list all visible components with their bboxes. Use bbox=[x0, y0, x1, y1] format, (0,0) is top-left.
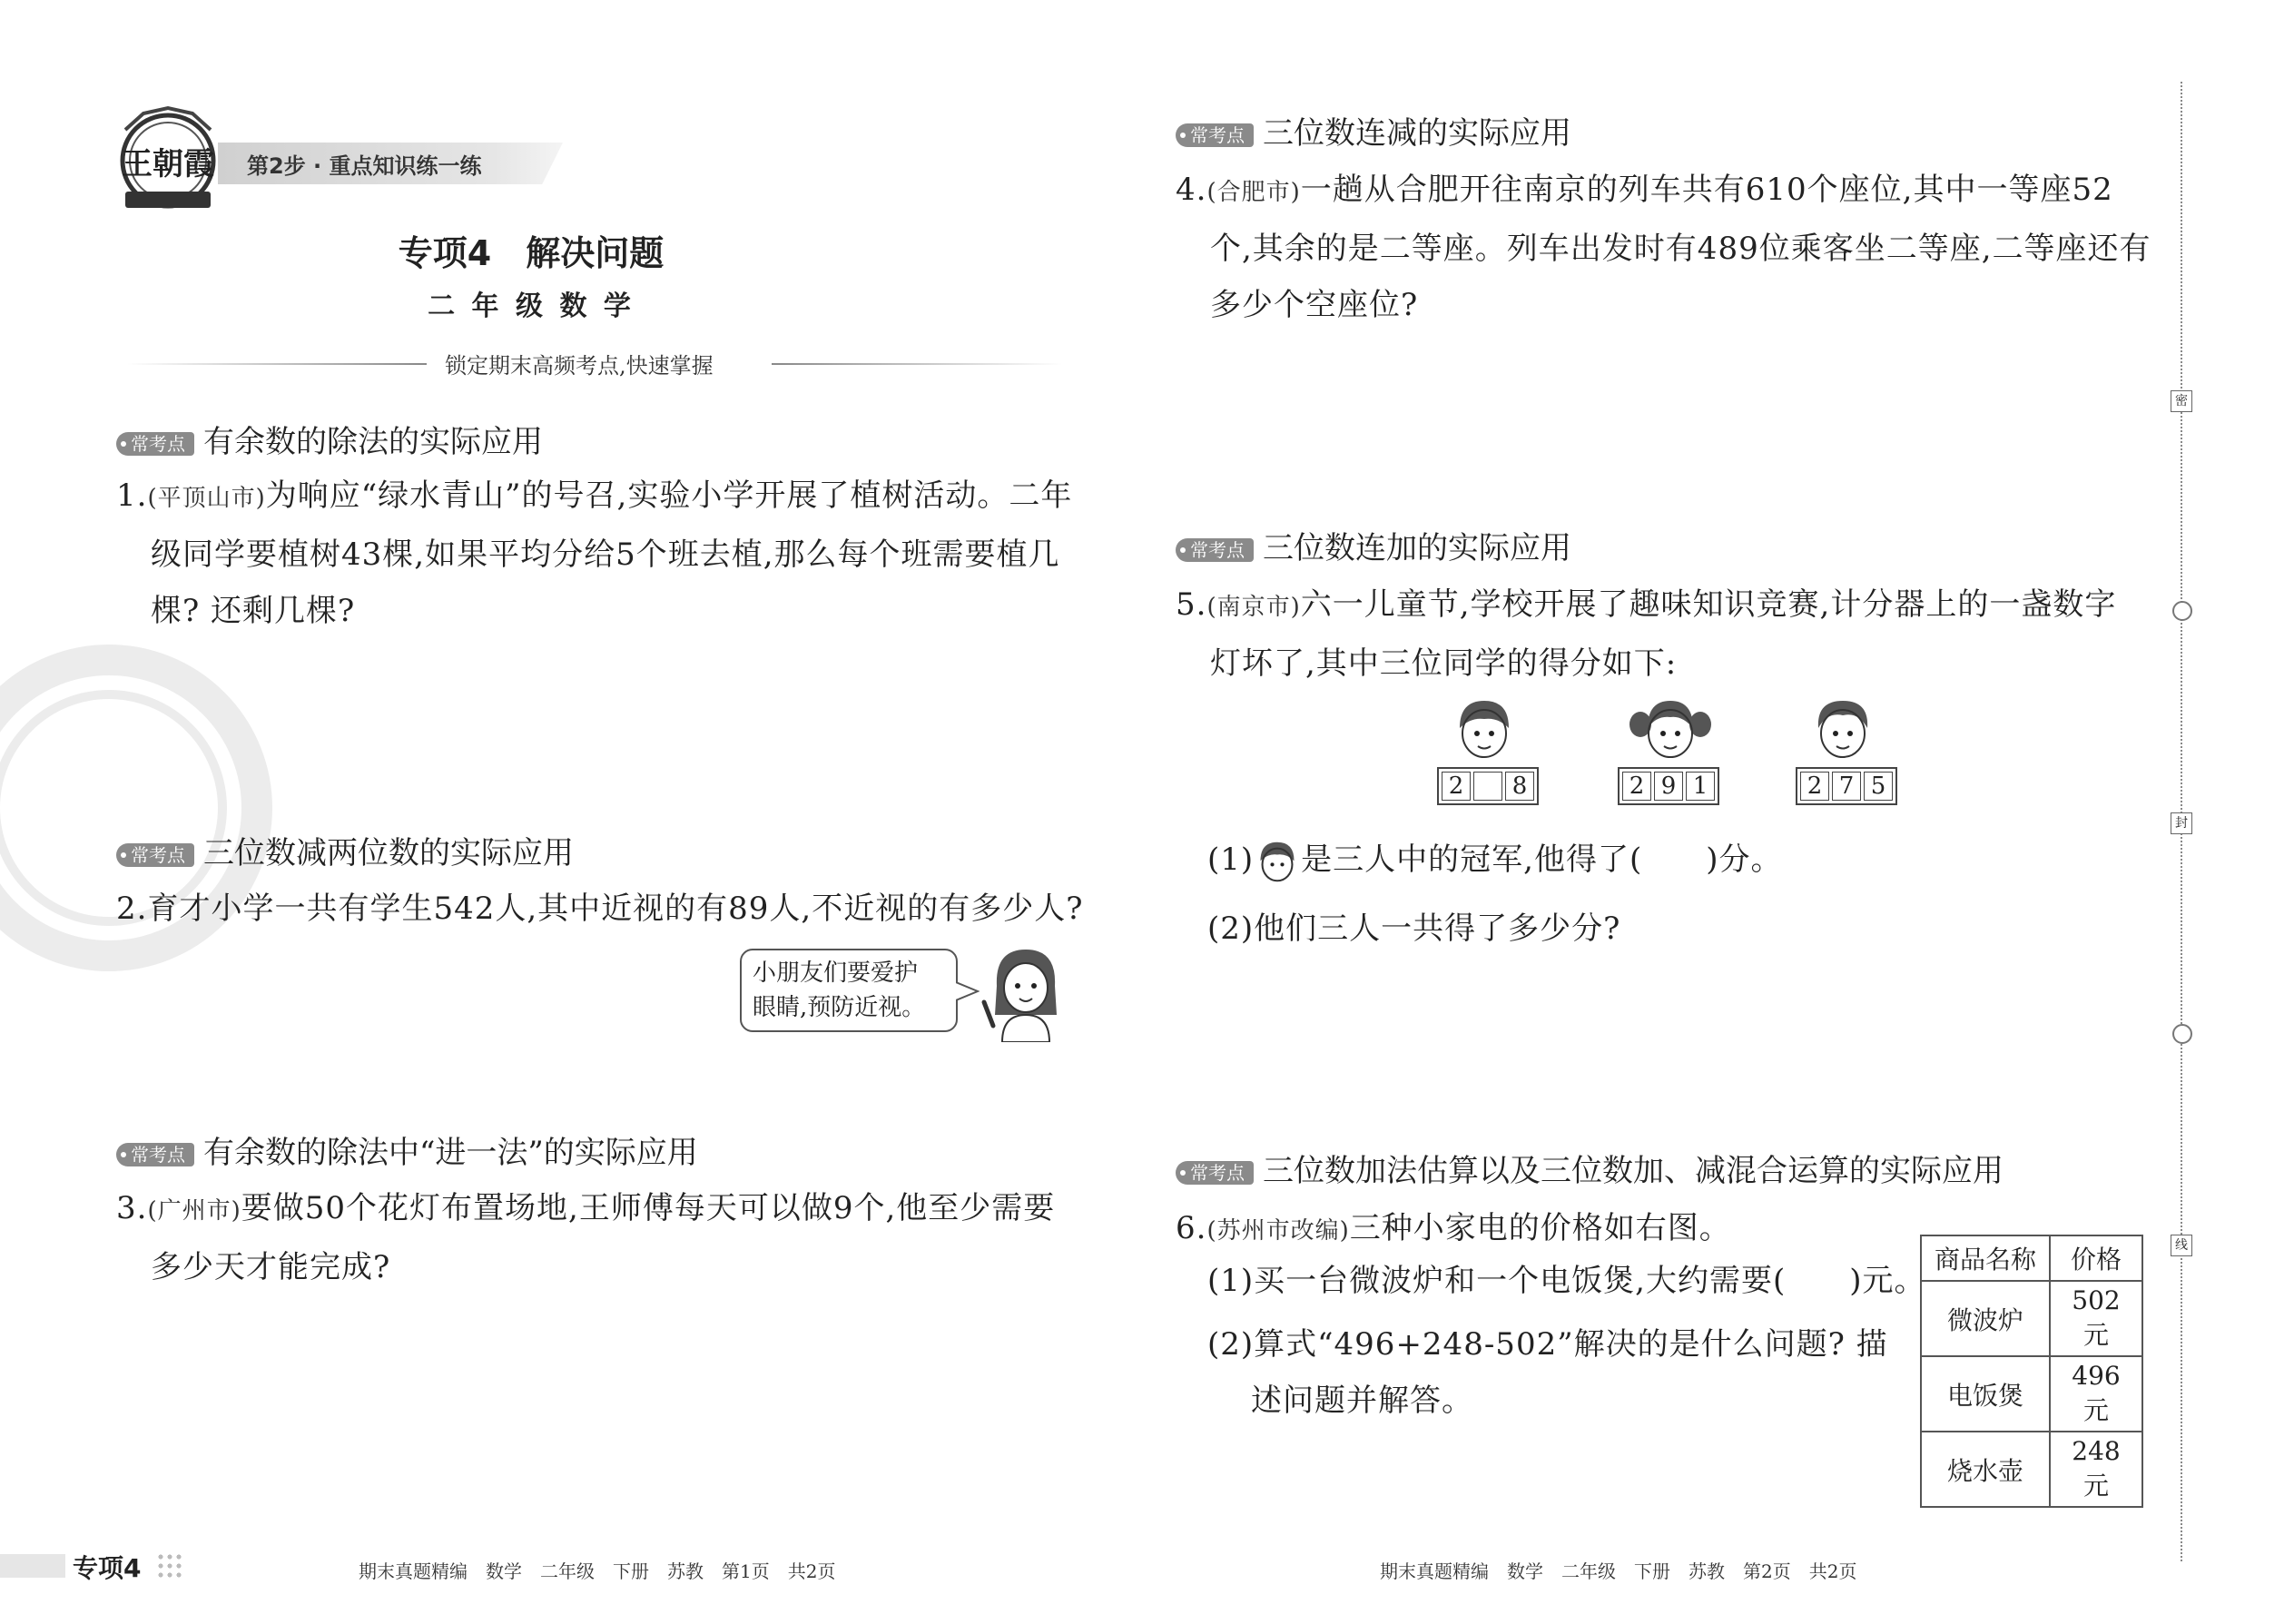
boy-1-face-small-icon bbox=[1254, 840, 1301, 883]
table-row bbox=[1921, 1432, 2142, 1507]
table-cell: 496元 bbox=[2050, 1356, 2142, 1432]
table-cell: 烧水壶 bbox=[1921, 1432, 2050, 1507]
question-4: 4.(合肥市)一趟从合肥开往南京的列车共有610个座位,其中一等座52 个,其余的是二等座。列车出发时有489位乘客坐二等座,二等座还有 多少个空座位? bbox=[1176, 172, 2151, 323]
question-1: 1.(平顶山市)为响应“绿水青山”的号召,实验小学开展了植树活动。二年 级同学要植树43棵,如果平均分给5个班去植,那么每个班需要植几 棵? 还剩几棵? bbox=[116, 477, 1073, 629]
price-table bbox=[1920, 1235, 2143, 1508]
score-display-3 bbox=[1796, 767, 1897, 805]
page-subtitle: 二 年 级 数 学 bbox=[428, 290, 635, 322]
tagline: 锁定期末高频考点,快速掌握 bbox=[445, 353, 714, 379]
score-digit: 5 bbox=[1864, 772, 1893, 801]
table-cell: 微波炉 bbox=[1921, 1281, 2050, 1356]
speech-bubble: 小朋友们要爱护 眼睛,预防近视。 bbox=[740, 949, 958, 1032]
key-point-tag: 常考点 bbox=[1176, 123, 1254, 147]
score-digit: 1 bbox=[1686, 772, 1715, 801]
table-header: 价格 bbox=[2050, 1235, 2142, 1281]
key-point-tag: 常考点 bbox=[116, 432, 194, 456]
seal-mark-3: 线 bbox=[2171, 1235, 2192, 1256]
section-3-topic: 常考点 有余数的除法中“进一法”的实际应用 bbox=[116, 1133, 698, 1173]
table-cell: 电饭煲 bbox=[1921, 1356, 2050, 1432]
tagline-rule-left bbox=[127, 363, 427, 365]
question-5-sub-2: (2)他们三人一共得了多少分? bbox=[1207, 910, 1621, 947]
teacher-girl-icon bbox=[980, 942, 1071, 1042]
logo-text: 王朝霞 bbox=[122, 146, 214, 182]
score-display-1 bbox=[1437, 767, 1539, 805]
seal-dot-icon bbox=[2172, 601, 2192, 621]
score-digit-broken bbox=[1473, 772, 1502, 801]
key-point-tag: 常考点 bbox=[1176, 538, 1254, 562]
score-digit: 2 bbox=[1622, 772, 1651, 801]
score-digit: 2 bbox=[1442, 772, 1471, 801]
girl-face-icon bbox=[1629, 697, 1711, 761]
question-6-sub-1: (1)买一台微波炉和一个电饭煲,大约需要( )元。 bbox=[1207, 1263, 1926, 1299]
footer-badge: 专项4 bbox=[73, 1553, 142, 1583]
table-row bbox=[1921, 1281, 2142, 1356]
key-point-tag: 常考点 bbox=[116, 843, 194, 867]
key-point-tag: 常考点 bbox=[116, 1143, 194, 1166]
brand-logo bbox=[107, 104, 229, 213]
section-4-topic: 常考点 三位数连减的实际应用 bbox=[1176, 113, 1571, 153]
section-2-topic: 常考点 三位数减两位数的实际应用 bbox=[116, 833, 574, 873]
question-5-sub-1: (1) 是三人中的冠军,他得了( )分。 bbox=[1207, 832, 2115, 888]
bubble-tail-icon bbox=[956, 980, 980, 1002]
score-display-2 bbox=[1618, 767, 1719, 805]
question-6: 6.(苏州市改编)三种小家电的价格如右图。 bbox=[1176, 1210, 1731, 1246]
step-label: 第2步 · 重点知识练一练 bbox=[247, 153, 482, 179]
question-2: 2.育才小学一共有学生542人,其中近视的有89人,不近视的有多少人? bbox=[116, 891, 1084, 927]
footer-dots-icon bbox=[156, 1552, 183, 1578]
question-5: 5.(南京市)六一儿童节,学校开展了趣味知识竞赛,计分器上的一盏数字 灯坏了,其中三位同学的得分如下: bbox=[1176, 586, 2117, 682]
boy-1-face-icon bbox=[1452, 697, 1516, 761]
page-title: 专项4 解决问题 bbox=[398, 233, 665, 273]
question-3: 3.(广州市)要做50个花灯布置场地,王师傅每天可以做9个,他至少需要 多少天才能完成? bbox=[116, 1190, 1056, 1285]
score-digit: 8 bbox=[1505, 772, 1534, 801]
tagline-rule-right bbox=[772, 363, 1062, 365]
score-digit: 7 bbox=[1832, 772, 1861, 801]
table-header-row bbox=[1921, 1235, 2142, 1281]
seal-mark-2: 封 bbox=[2171, 812, 2192, 834]
table-row bbox=[1921, 1356, 2142, 1432]
table-cell: 248元 bbox=[2050, 1432, 2142, 1507]
footer-left: 期末真题精编 数学 二年级 下册 苏教 第1页 共2页 bbox=[359, 1560, 836, 1582]
table-header: 商品名称 bbox=[1921, 1235, 2050, 1281]
seal-dot-icon bbox=[2172, 1024, 2192, 1044]
section-5-topic: 常考点 三位数连加的实际应用 bbox=[1176, 528, 1571, 568]
question-6-sub-2: (2)算式“496+248-502”解决的是什么问题? 描 述问题并解答。 bbox=[1207, 1326, 1888, 1419]
seal-mark-1: 密 bbox=[2171, 390, 2192, 412]
footer-right: 期末真题精编 数学 二年级 下册 苏教 第2页 共2页 bbox=[1380, 1560, 1857, 1582]
boy-2-face-icon bbox=[1811, 697, 1875, 761]
section-6-topic: 常考点 三位数加法估算以及三位数加、减混合运算的实际应用 bbox=[1176, 1151, 2004, 1191]
key-point-tag: 常考点 bbox=[1176, 1161, 1254, 1185]
score-digit: 2 bbox=[1800, 772, 1829, 801]
score-digit: 9 bbox=[1654, 772, 1683, 801]
footer-strip bbox=[0, 1554, 65, 1578]
table-cell: 502元 bbox=[2050, 1281, 2142, 1356]
section-1-topic: 常考点 有余数的除法的实际应用 bbox=[116, 422, 543, 462]
